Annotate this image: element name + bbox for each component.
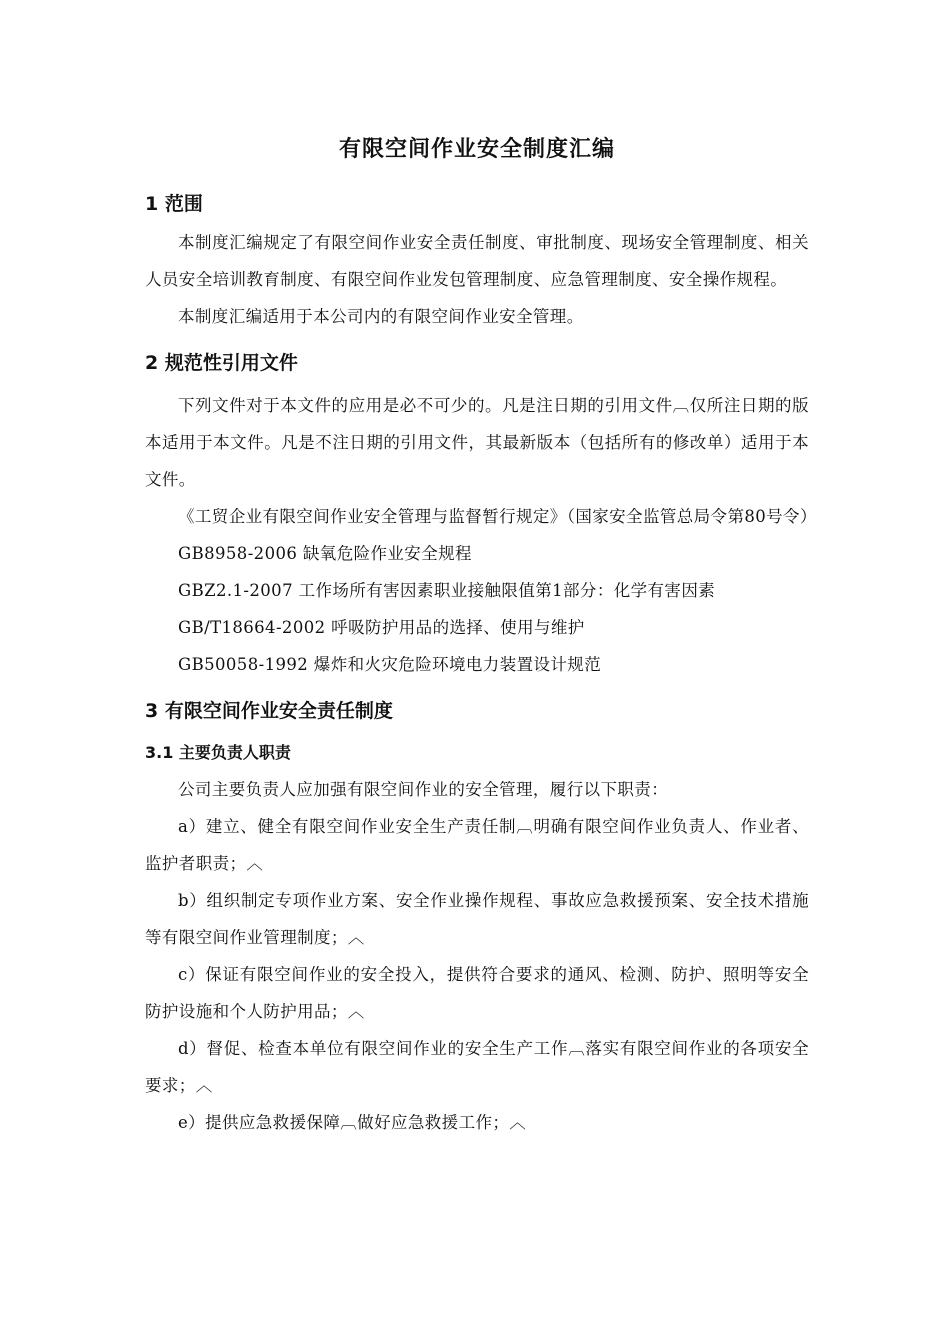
- reference-item: GB/T18664-2002 呼吸防护用品的选择、使用与维护: [178, 618, 585, 637]
- reference-item: GB50058-1992 爆炸和火灾危险环境电力装置设计规范: [178, 655, 602, 674]
- document-page: [145, 132, 817, 1141]
- reference-item: GB8958-2006 缺氧危险作业安全规程: [178, 544, 472, 563]
- list-item: b）组织制定专项作业方案、安全作业操作规程、事故应急救援预案、安全技术措施等有限空间作业管理制度；︿: [145, 891, 809, 947]
- list-item: e）提供应急救援保障︹做好应急救援工作；︿: [178, 1113, 527, 1132]
- paragraph: 公司主要负责人应加强有限空间作业的安全管理，履行以下职责：: [178, 780, 669, 799]
- reference-item: GBZ2.1-2007 工作场所有害因素职业接触限值第1部分：化学有害因素: [178, 581, 716, 600]
- list-item: c）保证有限空间作业的安全投入，提供符合要求的通风、检测、防护、照明等安全防护设施和个人防护用品；︿: [145, 965, 809, 1021]
- list-item: d）督促、检查本单位有限空间作业的安全生产工作︹落实有限空间作业的各项安全要求；︿: [145, 1039, 809, 1095]
- section-heading: 1 范围: [145, 193, 203, 215]
- list-item: a）建立、健全有限空间作业安全生产责任制︹明确有限空间作业负责人、作业者、监护者职责；︿: [145, 817, 809, 873]
- section-heading: 3 有限空间作业安全责任制度: [145, 700, 393, 722]
- section-heading: 2 规范性引用文件: [145, 352, 298, 374]
- reference-item: 《工贸企业有限空间作业安全管理与监督暂行规定》（国家安全监管总局令第80号令）: [178, 507, 817, 526]
- paragraph: 下列文件对于本文件的应用是必不可少的。凡是注日期的引用文件︹仅所注日期的版本适用于本文件。凡是不注日期的引用文件，其最新版本（包括所有的修改单）适用于本文件。: [145, 396, 809, 489]
- paragraph: 本制度汇编适用于本公司内的有限空间作业安全管理。: [178, 307, 584, 326]
- document-title: 有限空间作业安全制度汇编: [338, 137, 615, 162]
- paragraph: 本制度汇编规定了有限空间作业安全责任制度、审批制度、现场安全管理制度、相关人员安全培训教育制度、有限空间作业发包管理制度、应急管理制度、安全操作规程。: [145, 233, 809, 289]
- subsection-heading: 3.1 主要负责人职责: [145, 743, 291, 762]
